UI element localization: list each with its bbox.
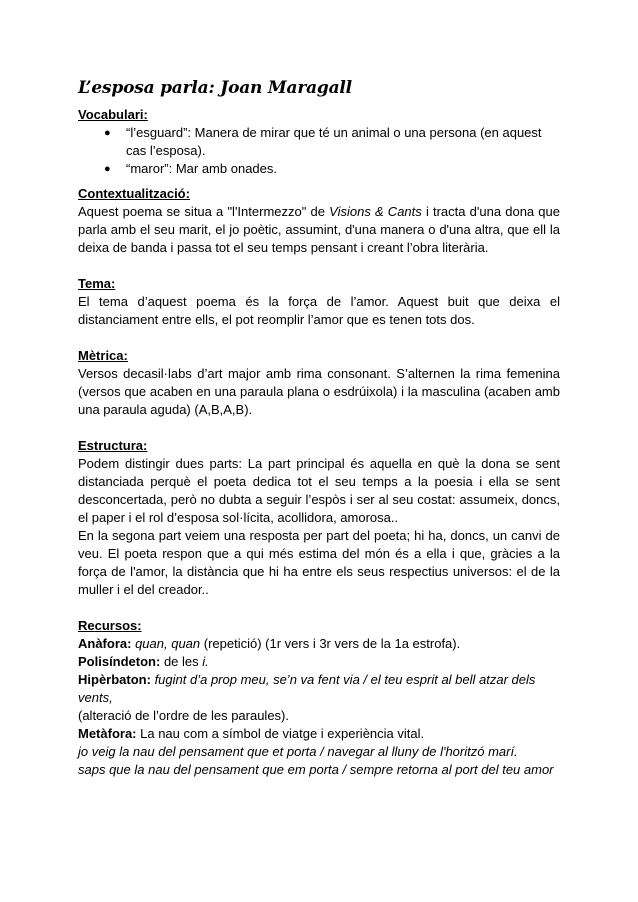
heading-metrica: Mètrica: xyxy=(78,348,128,363)
hiperbaton-example: fugint d’a prop meu, se’n va fent via / el teu esprit al bell atzar dels vents, xyxy=(78,672,536,705)
estructura-p1: Podem distingir dues parts: La part principal és aquella en què la dona se sent distanciada perquè el poeta dedica tot el seu temps a la poesia i ella se sent desconcertada, però no dubta a seguir l’espòs i ser al seu costat: assumeix, doncs, el paper i el rol d’esposa sol·lícita, acollidora, amorosa.. xyxy=(78,456,560,525)
polisindeton-label: Polisíndeton: xyxy=(78,654,161,669)
section-estructura xyxy=(78,437,560,599)
verse-2-text: saps que la nau del pensament que em porta / sempre retorna al port del teu amor xyxy=(78,762,554,777)
anafora-example: quan, quan xyxy=(131,636,201,651)
metafora-text: La nau com a símbol de viatge i experiència vital. xyxy=(136,726,425,741)
section-vocabulari xyxy=(78,106,560,178)
polisindeton-example: i. xyxy=(202,654,209,669)
bullet-icon: ● xyxy=(104,127,111,139)
vocab-item-text: “l’esguard”: Manera de mirar que té un animal o una persona (en aquest cas l’esposa). xyxy=(126,125,542,158)
recurs-metafora xyxy=(78,725,560,743)
vocab-item xyxy=(104,124,560,160)
section-metrica xyxy=(78,347,560,419)
bullet-icon: ● xyxy=(104,163,111,175)
estructura-p2: En la segona part veiem una resposta per part del poeta; hi ha, doncs, un canvi de veu. El poeta respon que a qui més estima del món és a ella i que, gràcies a la força de l'amor, la distància que hi ha entre els seus respectius universos: el de la muller i el del creador.. xyxy=(78,528,560,597)
vocab-item-text: “maror”: Mar amb onades. xyxy=(126,161,277,176)
vocab-item xyxy=(104,160,560,178)
recurs-hiperbaton xyxy=(78,671,560,707)
hiperbaton-label: Hipèrbaton: xyxy=(78,672,151,687)
heading-vocabulari: Vocabulari: xyxy=(78,107,148,122)
recurs-polisindeton xyxy=(78,653,560,671)
tema-text: El tema d’aquest poema és la força de l’amor. Aquest buit que deixa el distanciament entre ells, el pot reomplir l’amor que es tenen tots dos. xyxy=(78,294,560,327)
section-tema xyxy=(78,275,560,329)
metafora-verse-1 xyxy=(78,743,560,761)
heading-tema: Tema: xyxy=(78,276,116,291)
anafora-label: Anàfora: xyxy=(78,636,132,651)
heading-estructura: Estructura: xyxy=(78,438,148,453)
vocab-list xyxy=(78,124,560,178)
hiperbaton-note: (alteració de l’ordre de les paraules). xyxy=(78,708,289,723)
recurs-anafora xyxy=(78,635,560,653)
metafora-verse-2 xyxy=(78,761,560,779)
polisindeton-text: de les xyxy=(160,654,203,669)
document-title: L’esposa parla: Joan Maragall xyxy=(78,78,352,98)
verse-1-text: jo veig la nau del pensament que et porta / navegar al lluny de l'horitzó marí. xyxy=(78,744,518,759)
context-text-b: i tracta d'una dona que parla amb el seu marit, el jo poètic, assumint, d'una manera o d'una altra, que ell la deixa de banda i passa tot el seu temps pensant i creant l’obra literària. xyxy=(78,204,560,255)
metrica-text: Versos decasil·labs d’art major amb rima consonant. S’alternen la rima femenina (versos que acaben en una paraula plana o esdrúixola) i la masculina (acaben amb una paraula aguda) (A,B,A,B). xyxy=(78,366,560,417)
section-recursos xyxy=(78,617,560,779)
section-contextualitzacio xyxy=(78,185,560,257)
contextualitzacio-text xyxy=(78,203,560,257)
context-text-a: Aquest poema se situa a "l'Intermezzo" de xyxy=(78,204,330,219)
metafora-label: Metàfora: xyxy=(78,726,137,741)
anafora-note: (repetició) (1r vers i 3r vers de la 1a estrofa). xyxy=(200,636,461,651)
heading-recursos: Recursos: xyxy=(78,618,142,633)
work-title: Visions & Cants xyxy=(329,204,422,219)
heading-contextualitzacio: Contextualització: xyxy=(78,186,190,201)
